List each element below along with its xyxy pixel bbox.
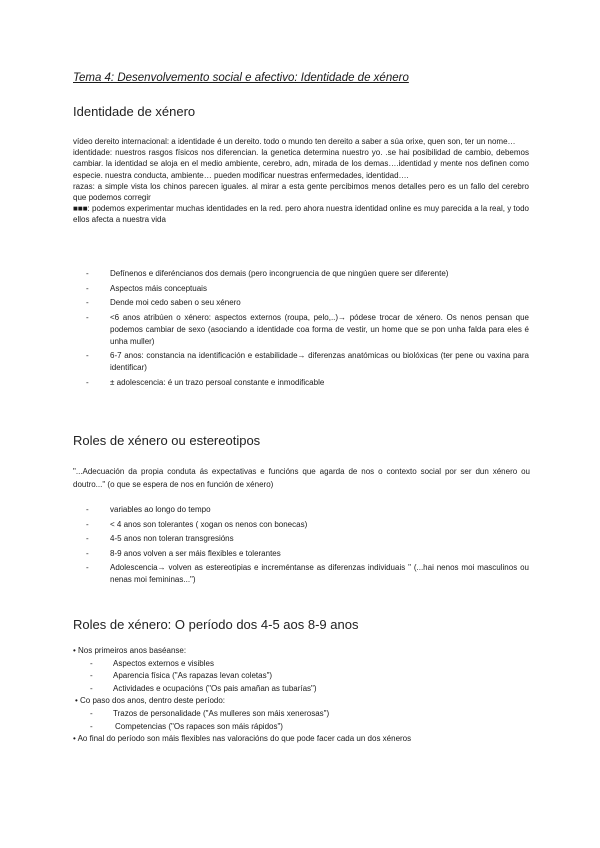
note-paragraph: ■■■: podemos experimentar muchas identidades en la red. pero ahora nuestra identidad online es muy parecida a la real, y todo ellos afecta a nuestra vida <box>73 204 529 225</box>
note-paragraph: razas: a simple vista los chinos parecen iguales. al mirar a esta gente percibimos menos detalles pero es un fallo del cerebro que podemos corregir <box>73 181 529 203</box>
list-item: - Trazos de personalidade ("As mulleres son máis xenerosas") <box>73 708 530 721</box>
list-item: - Aspectos externos e visibles <box>73 658 530 671</box>
list-item: - 4-5 anos non toleran transgresións <box>86 533 529 545</box>
roles-bullet-list <box>86 504 529 589</box>
list-item: • Ao final do período son máis flexibles nas valoracións do que pode facer cada un dos xéneros <box>73 734 412 744</box>
list-item: - Adolescencia→ volven as estereotipias e increméntanse as diferenzas individuais " (...hai nenos moi masculinos ou nenas moi femininas...") <box>86 562 529 586</box>
list-item: • Co paso dos anos, dentro deste período: <box>75 696 226 706</box>
roles-definition-quote: "...Adecuación da propia conduta ás expectativas e funcións que agarda de nos o contexto social por ser dun xénero ou doutro..." (o que se espera de nos en función de xénero) <box>73 467 530 489</box>
identity-bullet-list <box>86 268 529 391</box>
note-paragraph: identidade: nuestros rasgos físicos nos diferencian. la genetica determina nuestro yo. .se hai posibilidad de cambio, debemos cambiar. la identidad se aloja en el medio ambiente, cerebro, adn, mirada de los demas….identidad y mente nos definen como especie. nuestra conducta, ambiente… pueden modificar nuestras enfermedades, identidad…. <box>73 148 529 180</box>
periodo-list <box>73 645 530 746</box>
list-item: - variables ao longo do tempo <box>86 504 529 516</box>
list-item: - Dende moi cedo saben o seu xénero <box>86 297 529 309</box>
intro-notes <box>73 136 529 226</box>
list-item: - Actividades e ocupacións ("Os pais amañan as tubarías") <box>73 683 530 696</box>
list-item: - Aspectos máis conceptuais <box>86 283 529 295</box>
note-paragraph: vídeo dereito internacional: a identidade é un dereito. todo o mundo ten dereito a saber a súa orixe, quen son, ter un nome… <box>73 137 516 146</box>
list-item: - <6 anos atribúen o xénero: aspectos externos (roupa, pelo,..)→ pódese trocar de xénero. Os nenos pensan que podemos cambiar de sexo (asociando a identidade coa forma de vestir, un home que se pon unha falda para eles é unha muller) <box>86 312 529 348</box>
section-heading-roles: Roles de xénero ou estereotipos <box>73 433 261 448</box>
list-item: - Defínenos e diferéncianos dos demais (pero incongruencia de que ningúen quere ser diferente) <box>86 268 529 280</box>
list-item: - < 4 anos son tolerantes ( xogan os nenos con bonecas) <box>86 519 529 531</box>
list-item: • Nos primeiros anos baséanse: <box>73 646 187 655</box>
list-item: - 8-9 anos volven a ser máis flexibles e tolerantes <box>86 548 529 560</box>
section-heading-periodo: Roles de xénero: O período dos 4-5 aos 8-9 anos <box>73 617 359 632</box>
list-item: - 6-7 anos: constancia na identificación e estabilidade→ diferenzas anatómicas ou biolóxicas (ter pene ou vaxina para identificar) <box>86 350 529 374</box>
list-item: - Aparencia física ("As rapazas levan coletas") <box>73 670 530 683</box>
document-title: Tema 4: Desenvolvemento social e afectivo: Identidade de xénero <box>73 72 409 84</box>
section-heading-identidade: Identidade de xénero <box>73 104 196 119</box>
list-item: - Competencias ("Os rapaces son máis rápidos") <box>73 721 530 734</box>
list-item: - ± adolescencia: é un trazo persoal constante e inmodificable <box>86 377 529 389</box>
